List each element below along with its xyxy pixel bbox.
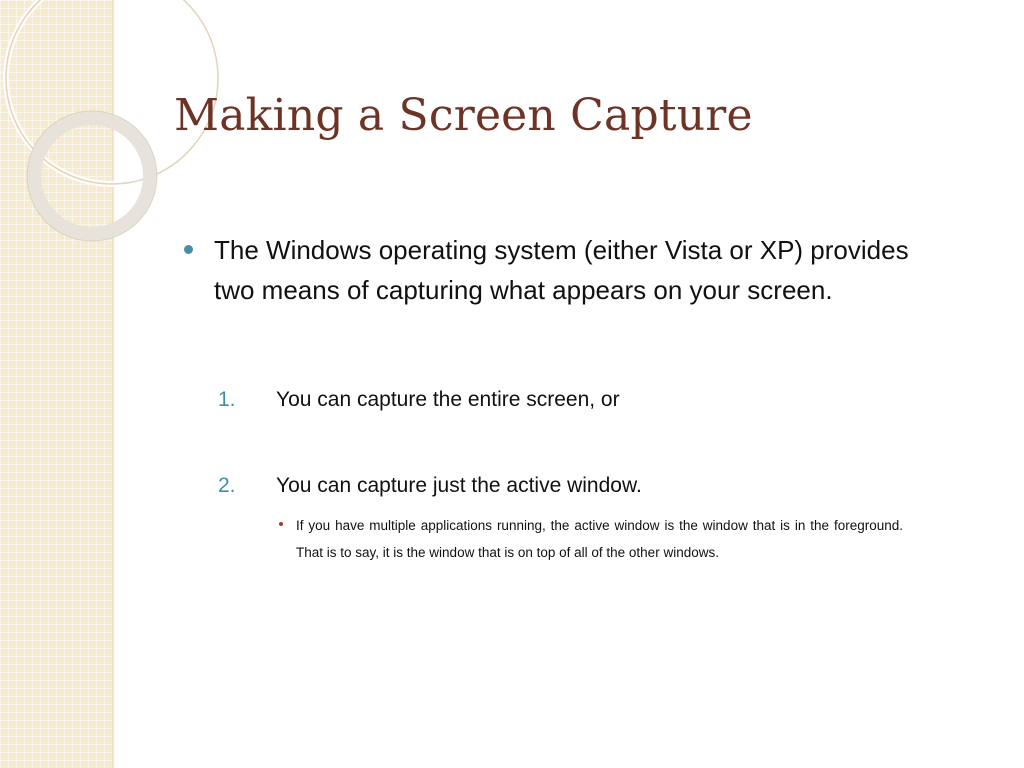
bullet-dot-icon <box>184 245 193 254</box>
decorative-ring-small <box>34 118 150 234</box>
numbered-item-text: You can capture the entire screen, or <box>276 388 620 411</box>
numbered-item-text: You can capture just the active window. <box>276 474 642 497</box>
numbered-item-number: 1. <box>218 388 236 411</box>
sub-bullet <box>279 512 903 566</box>
sub-bullet-dot-icon <box>279 522 283 526</box>
numbered-item-2 <box>218 474 642 498</box>
sub-bullet-text: If you have multiple applications running, the active window is the window that is in the foreground. That is to say, it is the window that is on top of all of the other windows. <box>296 518 903 560</box>
numbered-item-1 <box>218 388 620 412</box>
slide-title: Making a Screen Capture <box>174 90 753 141</box>
numbered-item-number: 2. <box>218 474 236 497</box>
main-bullet-text: The Windows operating system (either Vista or XP) provides two means of capturing what appears on your screen. <box>214 235 909 305</box>
main-bullet <box>184 230 944 310</box>
